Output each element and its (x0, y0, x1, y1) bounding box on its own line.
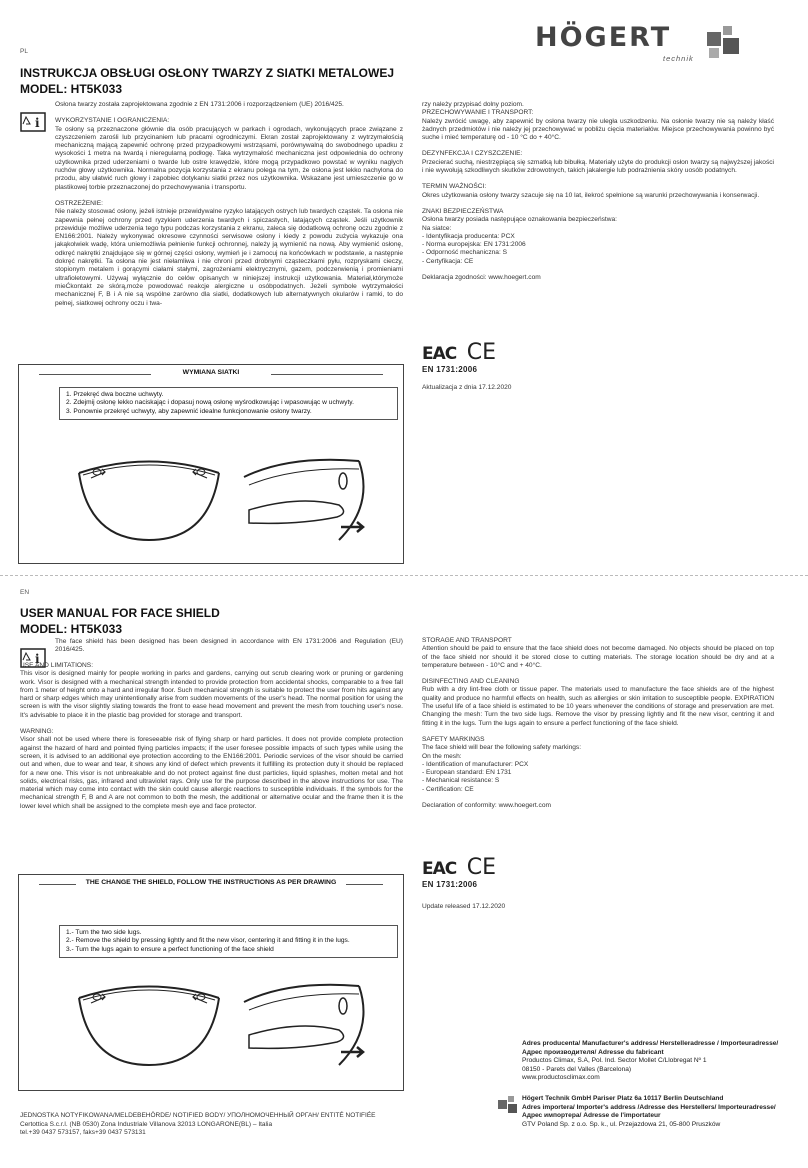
producer-heading: Adres producenta/ Manufacturer's address/ Herstelleradresse / Importeuradresse/ Адрес производителя/ Adresse du fabricant (522, 1040, 779, 1056)
pl-cont-text: rzy należy przypisać dolny poziom. (422, 101, 524, 108)
eac-mark: EAC (422, 344, 457, 364)
en-warning-text: Visor shall not be used where there is foreseeable risk of flying sharp or hard particles. It does not provide complete protection against the hazard of hard and pointed flying particles impacts; if the user foresee possible impacts of such types while using the screen, it is advised to an additional eye protection according to the EN166:2001. Periodic services of the visor should be carried out and when, due to wear and tear, it shows any kind of defect which prevents it fulfilling its protection duty it should be replaced for a new one. This visor is not unbreakable and do not protect against fine dust particles, liquid splashes, molten metal and hot solids, electrical risks, gas, infrared and ultraviolet rays. Only use for the purpose described in the above instructions for use. The material which may come into contact with the skin could cause allergic reactions to susceptible individuals. If the symbols for the mechanical strength F, B and A are not common to both the mesh, the additional or alternative ocular and the frame then it is the lower level which shall be assigned to the complete mesh eye and face protector. (20, 736, 403, 810)
pl-disinf-text: Przecierać suchą, niestrzępiącą się szmatką lub bibułką. Materiały użyte do produkcji osłon twarzy są najwyższej jakości i nie wywołują szkodliwych skutków zdrowotnych, takich jakalergie lub podrażnienia skóry uosób podatnych. (422, 158, 774, 175)
standard-label: EN 1731:2006 (422, 365, 478, 374)
en-title: USER MANUAL FOR FACE SHIELD (20, 606, 220, 620)
en-model: MODEL: HT5K033 (20, 622, 123, 636)
en-mark-item: - Certification: CE (422, 785, 474, 793)
en-right-column (422, 637, 774, 810)
standard-label: EN 1731:2006 (422, 880, 478, 889)
en-update: Update released 17.12.2020 (422, 903, 506, 910)
en-disinf-text: Rub with a dry lint-free cloth or tissue paper. The materials used to manufacture the face shields are of the highest quality and produce no harmful effects on health, such as allergies or skin irritation to susceptible people. EXPIRATION The useful life of a face shield is estimated to be 10 years whenever the conditions of storage and preservation are met. Changing the mesh: Turn the two side lugs. Remove the visor by pressing lightly and fit the new visor, centring it and fitting it in the lugs. Turn the lugs again to ensure a perfect functioning of the face shield. (422, 686, 774, 727)
en-left-column (55, 638, 403, 655)
pl-step: 1. Przekręć dwa boczne uchwyty. (66, 391, 164, 398)
pl-mark-item: - Odporność mechaniczna: S (422, 249, 508, 257)
svg-text:i: i (35, 652, 40, 666)
importer-line: GTV Poland Sp. z o.o. Sp. k., ul. Przejazdowa 21, 05-800 Pruszków (522, 1120, 721, 1128)
importer-address (522, 1095, 792, 1129)
pl-step: 2. Zdejmij osłonę lekko naciskając i dopasuj nową osłonę wyśrodkowując i wpasowując w uchwyty. (66, 399, 354, 407)
pl-storage-text: Należy zwrócić uwagę, aby zapewnić by osłona twarzy nie uległa uszkodzeniu. Na osłonie twarzy nie są należy kłaść żadnych przedmiotów i nie należy jej przechowywać w pobliżu cięcia materiałów. Miejsce przechowywania powinno być suche i mieć temperaturę od - 10 °C do + 40°C. (422, 117, 774, 142)
eac-mark: EAC (422, 859, 457, 879)
en-warning-heading: WARNING: (20, 728, 54, 736)
pl-mark-item: - Certyfikacja: CE (422, 257, 474, 265)
pl-model: MODEL: HT5K033 (20, 82, 123, 96)
pl-disinf-heading: DEZYNFEKCJA I CZYSZCZENIE: (422, 150, 523, 158)
ce-mark: CE (466, 855, 496, 880)
en-cert-marks (422, 855, 512, 889)
pl-mark-item: - Identyfikacja producenta: PCX (422, 232, 515, 240)
en-intro: The face shield has been designed has been designed in accordance with EN 1731:2006 and Regulation (EU) 2016/425. (55, 638, 403, 654)
brand-name: HÖGERT (535, 22, 672, 53)
producer-address (522, 1040, 782, 1083)
pl-intro: Osłona twarzy została zaprojektowana zgodnie z EN 1731:2006 i rozporządzeniem (UE) 2016/425. (55, 101, 344, 108)
brand-squares-icon (707, 26, 743, 62)
pl-marks-on: Na siatce: (422, 224, 452, 232)
en-shield-change-box (18, 874, 404, 1091)
pl-term-text: Okres użytkowania osłony twarzy szacuje się na 10 lat, ilekroć spełnione są warunki przechowywania i konserwacji. (422, 191, 760, 199)
pl-declaration: Deklaracja zgodności: www.hoegert.com (422, 274, 541, 282)
shield-diagram (69, 445, 369, 555)
pl-use-text: Te osłony są przeznaczone głównie dla osób pracujących w parkach i ogrodach, wykonujących prace związane z czyszczeniem zarośli lub przycinaniem lub pracami ogrodniczymi. Ekran został zaprojektowany z wytrzymałością mechaniczną mającą zapewnić ochronę przed przypadkowymi wstrząsami, porównywalną do swobodnego upadku z wysokości 1 metra na twardą i nieregularną podłogę. Taka wytrzymałość mechaniczna jest odpowiednia do ochrony użytkownika przed uderzeniami o twarde lub ostre krawędzie, które mogą przypadkowo powstać w wyniku nagłych ruchów głowy użytkownika. Normalna pozycja korzystania z ekranu polega na tym, że osłona jest lekko nachylona do przodu, aby ułatwić ruch głowy i zapobiec dotykaniu siatki przez nos użytkownika. Wskazane jest umieszczenie go w plastikowej torbie przeznaczonej do przechowywania i transportu. (55, 125, 403, 191)
brand-sub: technik (663, 54, 694, 63)
lang-label-pl: PL (20, 48, 28, 55)
en-step: 1.- Turn the two side lugs. (66, 929, 142, 936)
en-marks-intro: The face shield will bear the following safety markings: (422, 744, 582, 752)
pl-storage-heading: PRZECHOWYWANIE I TRANSPORT: (422, 109, 534, 117)
shield-diagram (69, 970, 369, 1080)
en-mark-item: - Mechanical resistance: S (422, 777, 500, 785)
en-mark-item: - European standard: EN 1731 (422, 769, 512, 777)
notified-line: tel.+39 0437 573157, faks+39 0437 573131 (20, 1129, 146, 1136)
en-disinf-heading: DISINFECTING AND CLEANING (422, 678, 520, 686)
notified-heading: JEDNOSTKA NOTYFIKOWANA/MELDEBEHÖRDE/ NOTIFIED BODY/ УПОЛНОМОЧЕННЫЙ ОРГАН/ ENTITÉ NOTIFIÉE (20, 1112, 376, 1119)
en-storage-heading: STORAGE AND TRANSPORT (422, 637, 512, 644)
pl-box-title: WYMIANA SIATKI (151, 369, 271, 376)
svg-text:i: i (35, 116, 40, 130)
producer-line: 08150 - Parets del Valles (Barcelona) (522, 1065, 632, 1073)
pl-right-column (422, 101, 774, 282)
en-step: 2.- Remove the shield by pressing lightly and fit the new visor, centering it and fitting it in the lugs. (66, 937, 350, 945)
lang-label-en: EN (20, 589, 30, 596)
en-use-heading: USE AND LIMITATIONS: (20, 662, 94, 669)
pl-left-column (55, 101, 403, 308)
en-use-text: This visor is designed mainly for people working in parks and gardens, carrying out scrub clearing work or pruning or gardening work. Visor is designed with a mechanical strength intended to provide protection from accidental shocks, comparable to a free fall from 1 meter of height onto a hard and irregular floor. Such mechanical strength is suitable to protect the user from hits against any hard or sharp edges which may unintentionally arise from sudden movements of the user's head. The normal position for using the screen is with the visor slightly slating towards the front to ease head movement and prevent the mesh from touching user's nose. It's advisable to place it in the plastic bag provided for storage and transport. (20, 670, 403, 719)
pl-use-heading: WYKORZYSTANIE I OGRANICZENIA: (55, 117, 170, 125)
en-storage-text: Attention should be paid to ensure that the face shield does not become damaged. No objects should be placed on top of the face shield nor should it be stored close to cutting materials. The storage location should be dry and at a temperature between - 10°C and + 40°C. (422, 645, 774, 669)
pl-warning-heading: OSTRZEŻENIE: (55, 199, 103, 207)
importer-heading: Adres importera/ Importer's address /Adresse des Herstellers/ Importeuradresse/ Адрес импортера/ Adresse de l'importateur (522, 1103, 776, 1120)
pl-mark-item: - Norma europejska: EN 1731:2006 (422, 241, 526, 249)
ce-mark: CE (466, 340, 496, 365)
en-left-column-2 (20, 662, 403, 811)
pl-update: Aktualizacja z dnia 17.12.2020 (422, 384, 512, 391)
pl-title: INSTRUKCJA OBSŁUGI OSŁONY TWARZY Z SIATKI METALOWEJ (20, 66, 395, 80)
pl-steps (59, 387, 398, 420)
importer-company: Högert Technik GmbH Pariser Platz 6a 10117 Berlin Deutschland (522, 1095, 724, 1102)
section-divider (0, 575, 808, 576)
notified-line: Certottica S.c.r.l. (NB 0530) Zona Industriale Villanova 32013 LONGARONE(BL) – Italia (20, 1120, 273, 1128)
en-step: 3.- Turn the lugs again to ensure a perfect functioning of the face shield (66, 945, 274, 953)
pl-marks-intro: Osłona twarzy posiada następujące oznakowania bezpieczeństwa: (422, 216, 617, 224)
producer-line: www.productosclimax.com (522, 1074, 600, 1082)
pl-step: 3. Ponownie przekręć uchwyty, aby zapewnić idealne funkcjonowanie osłony twarzy. (66, 407, 312, 415)
en-mark-item: - Identification of manufacturer: PCX (422, 760, 529, 768)
importer-marker-icon (498, 1096, 518, 1116)
en-declaration: Declaration of conformity: www.hoegert.com (422, 802, 551, 810)
pl-warning-text: Nie należy stosować osłony, jeżeli istnieje przewidywalne ryzyko latających ostrych lub twardych cząstek. Ta osłona nie zapewnia pełnej ochrony przed ryzykiem uderzenia twardych i spiczastych, latających cząstek. Jeśli użytkownik przewiduje możliwe uderzenia tego typu podczas korzystania z ekranu, zaleca się dodatkową ochronę oczu zgodnie z EN166:2001. Należy wykonywać okresowe czynności serwisowe osłony i kiedy z powodu zużycia wykazuje ona jakąkolwiek wadę, która uniemożliwia pełnienie funkcji ochronnej, należy ją wymienić na nową. Aby wymienić osłonę, odkręć nakrętki znajdujące się w górnej części osłony, wymień je i zamocuj na końcówkach w podstawie, a następnie dokręć nakrętki. Ta osłona nie jest niełamliwa i nie chroni przed drobnymi cząsteczkami pyłu, rozpryskami cieczy, stopionym metalem i gorącymi ciałami stałymi, zagrożeniami elektrycznymi, gazem, podczerwienią i promieniami ultrafioletowymi. Używaj wyłącznie do celów opisanych w niniejszej instrukcji użytkowania. Materiał,którymoże mieĆkontakt ze skórą,może powodować reakcje alergiczne u osóbpodatnych. Jeżeli symbole wytrzymałości mechanicznej F, B i A nie są wspólne zarówno dla siatki, dodatkowych lub alternatywnych okularów i ramki, to do pełnej, siatkowej ochrony oczu i twa- (55, 208, 403, 307)
en-steps (59, 925, 398, 958)
en-marks-on: On the mesh: (422, 752, 462, 760)
pl-cert-marks (422, 340, 512, 374)
producer-line: Productos Climax, S.A, Pol. Ind. Sector Mollet C/Llobregat Nº 1 (522, 1057, 707, 1065)
brand-logo (535, 22, 745, 64)
pl-marks-heading: ZNAKI BEZPIECZEŃSTWA (422, 207, 504, 215)
notified-body (20, 1112, 410, 1138)
en-marks-heading: SAFETY MARKINGS (422, 735, 485, 743)
en-box-title: THE CHANGE THE SHIELD, FOLLOW THE INSTRUCTIONS AS PER DRAWING (76, 879, 346, 886)
read-manual-icon (20, 112, 46, 132)
pl-mesh-change-box (18, 364, 404, 564)
pl-term-heading: TERMIN WAŻNOŚCI: (422, 183, 487, 191)
